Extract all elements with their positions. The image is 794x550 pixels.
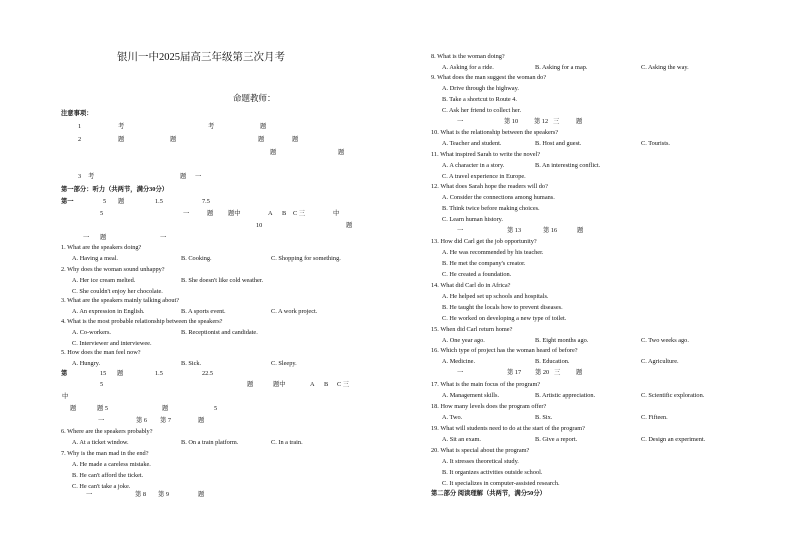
answer-option: B. He taught the locals how to prevent diseases. (442, 304, 563, 311)
instruction-fragment: 题 5 (97, 405, 109, 412)
answer-option: A. It stresses theoretical study. (442, 458, 519, 465)
notice-fragment: 题 (118, 136, 125, 143)
instruction-fragment: 题 (576, 118, 583, 125)
answer-option: C. Ask her friend to collect her. (442, 107, 522, 114)
instruction-fragment: 一 (457, 369, 464, 376)
instruction-fragment: 题 (576, 369, 583, 376)
instruction-fragment: 题 (577, 227, 584, 234)
question-text: 9. What does the man suggest the woman do? (431, 74, 547, 81)
instruction-fragment: 第 7 (160, 417, 172, 424)
question-text: 1. What are the speakers doing? (61, 244, 142, 251)
instruction-fragment: 题 (198, 417, 205, 424)
question-text: 4. What is the most probable relationship between the speakers? (61, 318, 223, 325)
answer-option: B. Sick. (181, 360, 202, 367)
instruction-fragment: 一 (457, 118, 464, 125)
question-text: 6. Where are the speakers probably? (61, 428, 153, 435)
author-label: 命题教师： (233, 93, 276, 103)
question-text: 7. Why is the man mad in the end? (61, 450, 149, 457)
answer-option: B. Host and guest. (535, 140, 582, 147)
answer-option: B. Eight months ago. (535, 337, 589, 344)
answer-option: C. He worked on developing a new type of toilet. (442, 315, 567, 322)
answer-option: C. Agriculture. (641, 358, 679, 365)
answer-option: C. He can't take a joke. (72, 483, 131, 490)
instruction-fragment: 10 (256, 222, 263, 229)
answer-option: B. On a train platform. (181, 439, 239, 446)
answer-option: A. Her ice cream melted. (72, 277, 136, 284)
answer-option: A. Medicine. (442, 358, 476, 365)
instruction-fragment: 第 6 (136, 417, 148, 424)
question-text: 14. What did Carl do in Africa? (431, 282, 511, 289)
instruction-fragment: 5 (100, 381, 104, 388)
notice-fragment: 一 (195, 173, 202, 180)
answer-option: B. Think twice before making choices. (442, 205, 540, 212)
page-title: 银川一中2025届高三年级第三次月考 (117, 52, 285, 63)
question-text: 19. What will students need to do at the start of the program? (431, 425, 585, 432)
instruction-fragment: 1.5 (155, 370, 163, 377)
instruction-fragment: 第 20 (535, 369, 550, 376)
answer-option: B. Take a shortcut to Route 4. (442, 96, 517, 103)
instruction-fragment: 题中 (273, 381, 286, 388)
answer-option: A. Management skills. (442, 392, 500, 399)
instruction-fragment: 题 (117, 370, 124, 377)
instruction-fragment: 一 (457, 227, 464, 234)
instruction-fragment: 5 (100, 210, 104, 217)
answer-option: C. In a train. (271, 439, 303, 446)
question-text: 3. What are the speakers mainly talking about? (61, 297, 180, 304)
answer-option: B. Cooking. (181, 255, 212, 262)
instruction-fragment: A (310, 381, 315, 388)
question-text: 18. How many levels does the program offer? (431, 403, 547, 410)
answer-option: A. Two. (442, 414, 463, 421)
question-text: 10. What is the relationship between the speakers? (431, 129, 559, 136)
question-text: 13. How did Carl get the job opportunity? (431, 238, 537, 245)
answer-option: A. Consider the connections among humans. (442, 194, 555, 201)
answer-option: C. She couldn't enjoy her chocolate. (72, 288, 163, 295)
notice-fragment: 考 (208, 123, 215, 130)
notice-fragment: 题 (260, 123, 267, 130)
answer-option: B. An interesting conflict. (535, 162, 601, 169)
answer-option: C. He created a foundation. (442, 271, 512, 278)
answer-option: A. Hungry. (72, 360, 101, 367)
instruction-fragment: 5 (103, 198, 107, 205)
question-text: 2. Why does the woman sound unhappy? (61, 266, 165, 273)
part2-heading: 第二部分 阅读理解（共两节，满分50分） (431, 490, 546, 497)
instruction-fragment: 题 (198, 491, 205, 498)
answer-option: B. He can't afford the ticket. (72, 472, 144, 479)
answer-option: A. Co-workers. (72, 329, 111, 336)
instruction-fragment: C 三 (337, 381, 350, 388)
notice-fragment: 考 (118, 123, 125, 130)
answer-option: A. Having a meal. (72, 255, 118, 262)
notice-fragment: 题 (338, 149, 345, 156)
answer-option: B. A sports event. (181, 308, 226, 315)
instruction-fragment: 题中 (228, 210, 241, 217)
answer-option: B. It organizes activities outside school. (442, 469, 543, 476)
instruction-fragment: 一 (183, 210, 190, 217)
instruction-fragment: 题 (247, 381, 254, 388)
notice-fragment: 题 (292, 136, 299, 143)
answer-option: A. Teacher and student. (442, 140, 502, 147)
notice-fragment: 题 (170, 136, 177, 143)
instruction-fragment: 第 10 (504, 118, 519, 125)
instruction-fragment: 一 (86, 491, 93, 498)
instruction-fragment: 题 (118, 198, 125, 205)
notice-heading: 注意事项： (61, 110, 93, 117)
notice-fragment: 2 (78, 136, 82, 143)
answer-option: B. Education. (535, 358, 570, 365)
answer-option: A. Drive through the highway. (442, 85, 519, 92)
question-text: 20. What is special about the program? (431, 447, 530, 454)
notice-fragment: 1 (78, 123, 82, 130)
answer-option: B. Give a report. (535, 436, 578, 443)
answer-option: C. Learn human history. (442, 216, 503, 223)
instruction-fragment: 一 (98, 417, 105, 424)
answer-option: A. Asking for a ride. (442, 64, 494, 71)
notice-fragment: 考 (88, 173, 95, 180)
instruction-fragment: 第 8 (135, 491, 147, 498)
answer-option: A. An expression in English. (72, 308, 145, 315)
answer-option: C. Design an experiment. (641, 436, 706, 443)
question-text: 16. Which type of project has the woman heard of before? (431, 347, 578, 354)
answer-option: A. He helped set up schools and hospitals. (442, 293, 549, 300)
instruction-fragment: 15 (100, 370, 107, 377)
answer-option: B. She doesn't like cold weather. (181, 277, 264, 284)
answer-option: B. Artistic appreciation. (535, 392, 596, 399)
answer-option: C. Shopping for something. (271, 255, 341, 262)
answer-option: B. Asking for a map. (535, 64, 588, 71)
instruction-fragment: B (282, 210, 287, 217)
answer-option: A. One year ago. (442, 337, 485, 344)
answer-option: C. Two weeks ago. (641, 337, 689, 344)
answer-option: C. Interviewer and interviewee. (72, 340, 152, 347)
answer-option: A. A character in a story. (442, 162, 505, 169)
instruction-fragment: C 三 (293, 210, 306, 217)
instruction-fragment: 7.5 (202, 198, 210, 205)
instruction-fragment: 第 17 (507, 369, 522, 376)
instruction-fragment: 第 9 (158, 491, 170, 498)
answer-option: B. He met the company's creator. (442, 260, 526, 267)
notice-fragment: 题 (180, 173, 187, 180)
answer-option: B. Receptionist and candidate. (181, 329, 258, 336)
answer-option: C. It specializes in computer-assisted research. (442, 480, 560, 487)
instruction-fragment: 题 (70, 405, 77, 412)
instruction-fragment: 第 16 (543, 227, 558, 234)
instruction-fragment: 一 (83, 234, 90, 241)
question-text: 12. What does Sarah hope the readers will do? (431, 183, 548, 190)
answer-option: B. Six. (535, 414, 553, 421)
answer-option: C. A travel experience in Europe. (442, 173, 526, 180)
question-text: 5. How does the man feel now? (61, 349, 141, 356)
instruction-fragment: 5 (214, 405, 218, 412)
instruction-fragment: 题 (207, 210, 214, 217)
instruction-fragment: B (324, 381, 329, 388)
instruction-fragment: 三 (553, 118, 560, 125)
notice-fragment: 题 (270, 149, 277, 156)
instruction-fragment: 第 (61, 370, 68, 377)
answer-option: C. Sleepy. (271, 360, 297, 367)
instruction-fragment: 一 (160, 234, 167, 241)
instruction-fragment: 中 (62, 393, 69, 400)
answer-option: A. He was recommended by his teacher. (442, 249, 544, 256)
answer-option: C. Scientific exploration. (641, 392, 705, 399)
notice-fragment: 3 (78, 173, 82, 180)
answer-option: A. Sit an exam. (442, 436, 481, 443)
instruction-fragment: 题 (162, 405, 169, 412)
answer-option: A. At a ticket window. (72, 439, 129, 446)
instruction-fragment: 1.5 (155, 198, 163, 205)
instruction-fragment: 第一 (61, 198, 74, 205)
instruction-fragment: 三 (554, 369, 561, 376)
answer-option: C. A work project. (271, 308, 318, 315)
question-text: 17. What is the main focus of the program? (431, 381, 541, 388)
answer-option: A. He made a careless mistake. (72, 461, 151, 468)
instruction-fragment: 第 13 (507, 227, 522, 234)
question-text: 15. When did Carl return home? (431, 326, 513, 333)
instruction-fragment: 第 12 (534, 118, 549, 125)
question-text: 11. What inspired Sarah to write the novel? (431, 151, 541, 158)
notice-fragment: 题 (258, 136, 265, 143)
instruction-fragment: 22.5 (202, 370, 214, 377)
answer-option: C. Tourists. (641, 140, 671, 147)
part1-heading: 第一部分：听力（共两节，满分30分） (61, 186, 169, 193)
instruction-fragment: A (268, 210, 273, 217)
answer-option: C. Asking the way. (641, 64, 689, 71)
question-text: 8. What is the woman doing? (431, 53, 505, 60)
instruction-fragment: 中 (333, 210, 340, 217)
instruction-fragment: 题 (346, 222, 353, 229)
answer-option: C. Fifteen. (641, 414, 668, 421)
instruction-fragment: 题 (100, 234, 107, 241)
